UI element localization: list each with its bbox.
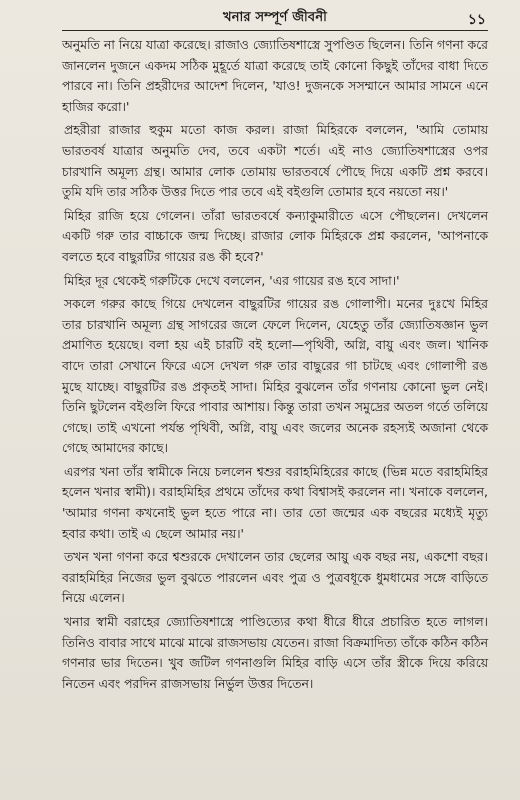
paragraph-1: অনুমতি না নিয়ে যাত্রা করেছে। রাজাও জ্যোতিষশাস্ত্রে সুপণ্ডিত ছিলেন। তিনি গণনা করে জানলেন দুজনে একদম সঠিক মুহূর্তে যাত্রা করেছে তাই কোনো কিছুই তাঁদের বাধা দিতে পারবে না। তিনি প্রহরীদের আদেশ দিলেন, 'যাও! দুজনকে সসম্মানে আমার সামনে এনে হাজির করো।' (62, 37, 488, 114)
page-number: ১১ (467, 12, 486, 28)
paragraph-8: খনার স্বামী বরাহের জ্যোতিষশাস্ত্রে পাণ্ডিত্যের কথা ধীরে ধীরে প্রচারিত হতে লাগল। তিনিও বাবার সাথে মাঝে মাঝে রাজসভায় যেতেন। রাজা বিক্রমাদিত্য তাঁকে কঠিন কঠিন গণনার ভার দিতেন। খুব জটিল গণনাগুলি মিহির বাড়ি এসে তাঁর স্ত্রীকে দিয়ে করিয়ে নিতেন এবং পরদিন রাজসভায় নির্ভুল উত্তর দিতেন। (62, 614, 488, 691)
header-title: খনার সম্পূর্ণ জীবনী (222, 9, 328, 25)
body-text (62, 35, 488, 694)
paragraph-3: মিহির রাজি হয়ে গেলেন। তাঁরা ভারতবর্ষে কন্যাকুমারীতে এসে পৌছলেন। দেখলেন একটি গরু তার বাচ্চাকে জন্ম দিচ্ছে। রাজার লোক মিহিরকে প্রশ্ন করলেন, 'আপনাকে বলতে হবে বাছুরটির গায়ের রঙ কী হবে?' (62, 207, 488, 264)
paragraph-5: সকলে গরুর কাছে গিয়ে দেখলেন বাছুরটির গায়ের রঙ গোলাপী। মনের দুঃখে মিহির তার চারখানি অমূল্য গ্রন্থ সাগরের জলে ফেলে দিলেন, যেহেতু তাঁর জ্যোতিষজ্ঞান ভুল প্রমাণিত হয়েছে। বলা হয় এই চারটি বই হলো—পৃথিবী, অগ্নি, বায়ু এবং জল। খানিক বাদে তারা সেখানে ফিরে এসে দেখল গরু তার বাছুরের গা চাটছে এবং গোলাপী রঙ মুছে যাচ্ছে। বাছুরটির রঙ প্রকৃতই সাদা। মিহির বুঝলেন তাঁর গণনায় কোনো ভুল নেই। তিনি ছুটলেন বইগুলি ফিরে পাবার আশায়। কিন্তু তারা তখন সমুদ্রের অতল গর্তে তলিয়ে গেছে। তাই এখনো পর্যন্ত পৃথিবী, অগ্নি, বায়ু এবং জলের অনেক রহস্যই অজানা থেকে গেছে আমাদের কাছে। (62, 296, 488, 456)
paragraph-7: তখন খনা গণনা করে শ্বশুরকে দেখালেন তার ছেলের আয়ু এক বছর নয়, একশো বছর। বরাহমিহির নিজের ভুল বুঝতে পারলেন এবং পুত্র ও পুত্রবধূকে ধুমধামের সঙ্গে বাড়িতে নিয়ে এলেন। (62, 549, 488, 606)
paragraph-6: এরপর খনা তাঁর স্বামীকে নিয়ে চললেন শ্বশুর বরাহমিহিরের কাছে (ভিন্ন মতে বরাহমিহির হলেন খনার স্বামী)। বরাহমিহির প্রথমে তাঁদের কথা বিশ্বাসই করলেন না। খনাকে বললেন, 'আমার গণনা কখনোই ভুল হতে পারে না। তার তো জন্মের এক বছরের মধ্যেই মৃত্যু হবার কথা। তাই এ ছেলে আমার নয়।' (62, 463, 488, 541)
paragraph-2: প্রহরীরা রাজার হুকুম মতো কাজ করল। রাজা মিহিরকে বললেন, 'আমি তোমায় ভারতবর্ষ যাত্রার অনুমতি দেব, তবে একটা শর্তে। এই নাও জ্যোতিষশাস্ত্রের ওপর চারখানি অমূল্য গ্রন্থ। আমার লোক তোমায় ভারতবর্ষে পৌছে দিয়ে একটি প্রশ্ন করবে। তুমি যদি তার সঠিক উত্তর দিতে পার তবে এই বইগুলি তোমার হবে নয়তো নয়।' (62, 122, 488, 200)
running-header (62, 6, 488, 31)
paragraph-4: মিহির দূর থেকেই গরুটিকে দেখে বললেন, 'এর গায়ের রঙ হবে সাদা।' (64, 272, 400, 288)
